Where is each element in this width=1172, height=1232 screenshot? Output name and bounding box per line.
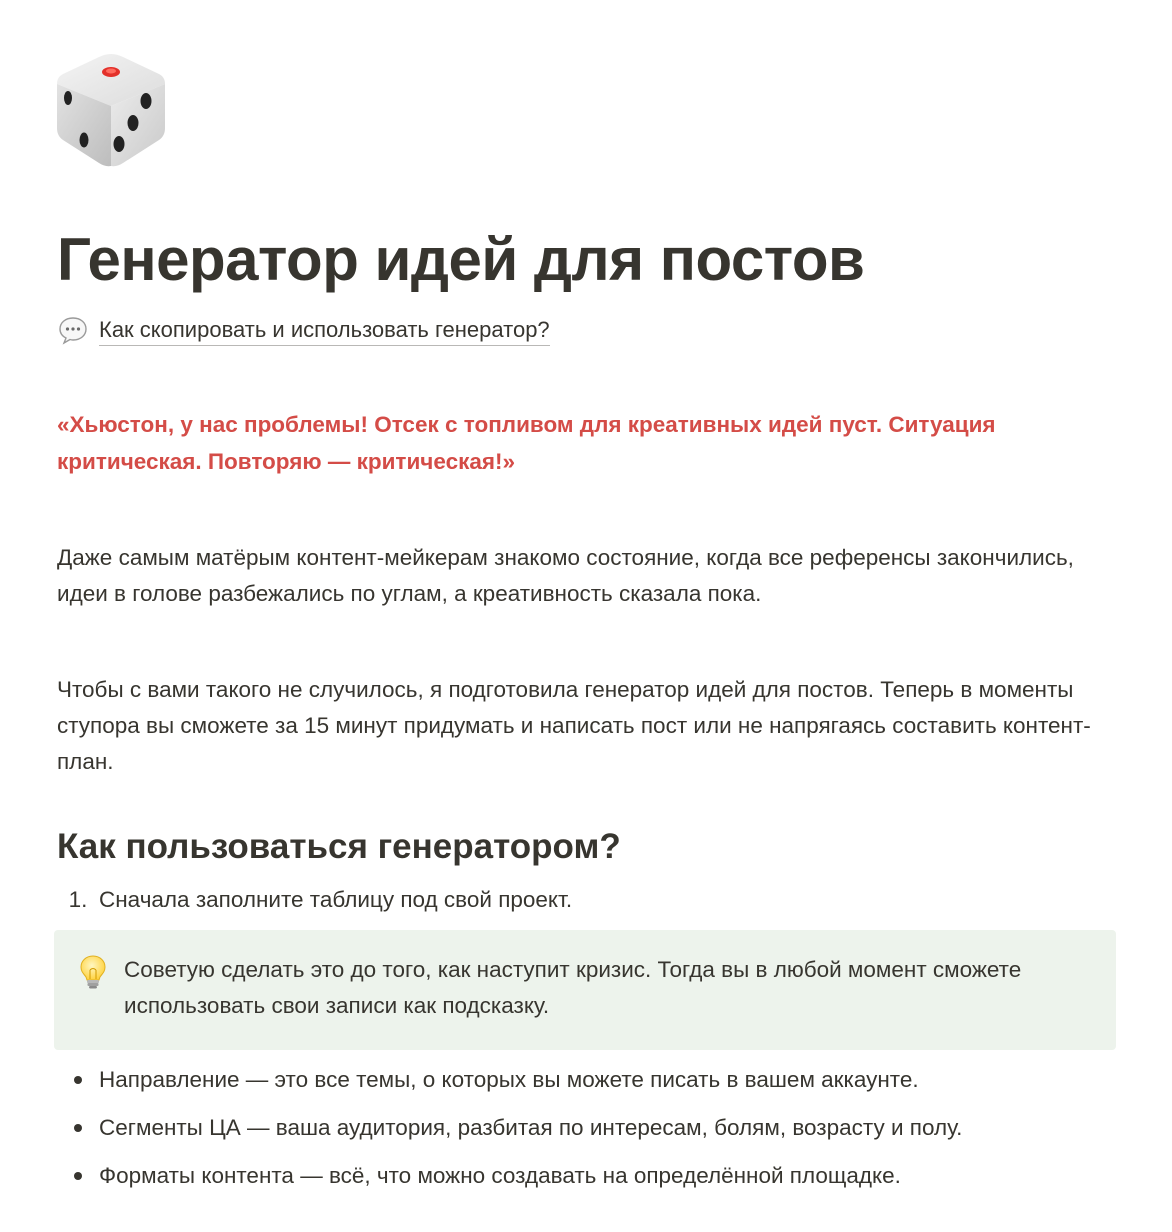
list-item (57, 1158, 962, 1206)
howto-link[interactable]: Как скопировать и использовать генератор? (99, 315, 550, 346)
callout-text: Советую сделать это до того, как наступит кризис. Тогда вы в любой момент сможете использовать свои записи как подсказку. (124, 957, 1022, 1018)
bullet-icon (57, 1158, 99, 1180)
list-item (57, 1110, 962, 1158)
howto-link-row[interactable] (57, 312, 550, 348)
bullet-list (57, 1062, 962, 1206)
bullet-icon (57, 1110, 99, 1132)
paragraph-2: Чтобы с вами такого не случилось, я подготовила генератор идей для постов. Теперь в моменты ступора вы сможете за 15 минут придумать и написать пост или не напрягаясь составить контент-план. (57, 677, 1091, 774)
light-bulb-icon[interactable] (78, 954, 108, 990)
section-heading: Как пользоваться генератором? (57, 827, 621, 866)
page-title: Генератор идей для постов (57, 226, 865, 293)
callout-block (54, 930, 1116, 1050)
bullet-text: Направление — это все темы, о которых вы можете писать в вашем аккаунте. (99, 1067, 919, 1092)
bullet-text: Сегменты ЦА — ваша аудитория, разбитая по интересам, болям, возрасту и полу. (99, 1115, 963, 1140)
list-item (57, 1062, 962, 1110)
speech-bubble-icon (57, 314, 89, 346)
paragraph-1: Даже самым матёрым контент-мейкерам знакомо состояние, когда все референсы закончились, идеи в голове разбежались по углам, а креативность сказала пока. (57, 545, 1074, 606)
list-number: 1. (68, 887, 88, 912)
quote-text: «Хьюстон, у нас проблемы! Отсек с топливом для креативных идей пуст. Ситуация критическая. Повторяю — критическая!» (57, 412, 996, 474)
bullet-text: Форматы контента — всё, что можно создавать на определённой площадке. (99, 1163, 901, 1188)
list-item-text: Сначала заполните таблицу под свой проект. (99, 887, 573, 912)
bullet-icon (57, 1062, 99, 1084)
game-die-icon[interactable] (51, 50, 171, 170)
numbered-list-item (57, 882, 572, 918)
